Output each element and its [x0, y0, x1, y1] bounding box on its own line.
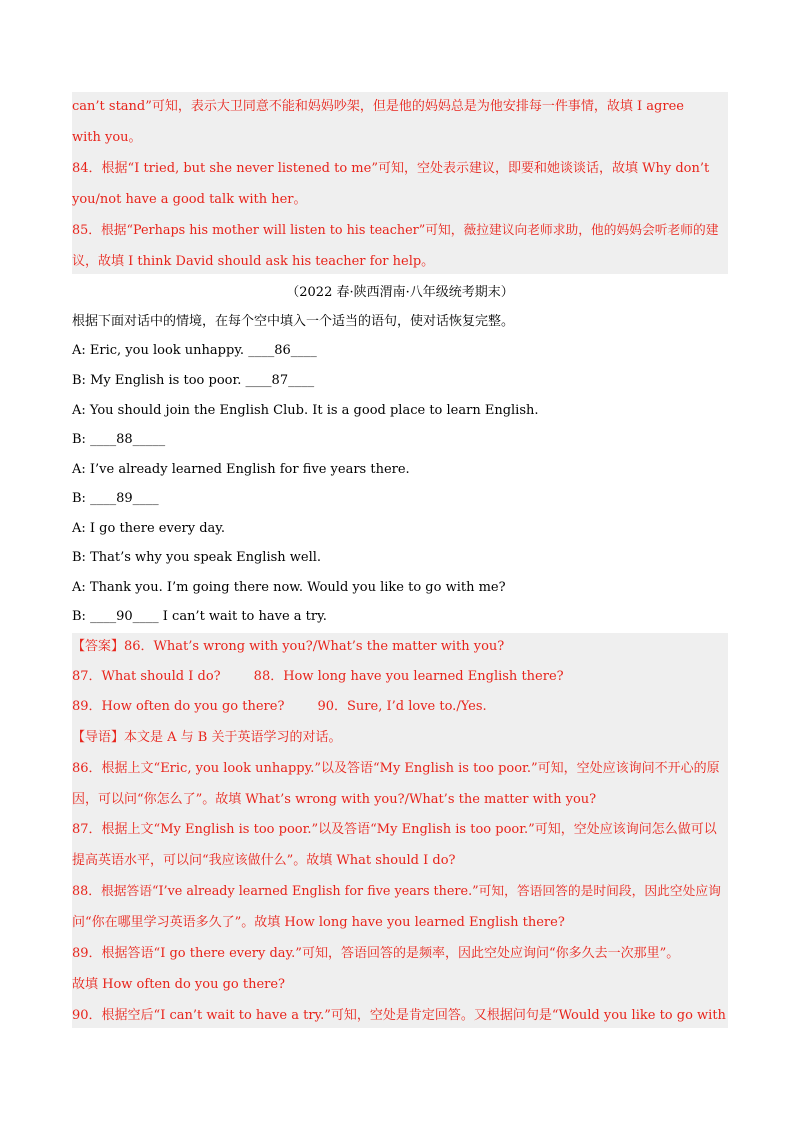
- answer-line-3: 89．How often do you go there? 90．Sure, I’d love to./Yes.: [72, 699, 487, 714]
- dialogue-text: I can’t wait to have a try.: [162, 609, 327, 624]
- dialogue-line-2: [72, 371, 728, 391]
- dialogue-line-4: [72, 430, 728, 450]
- dialogue-text: B:: [72, 491, 86, 506]
- guide-line-7: 问“你在哪里学习英语多久了”。故填 How long have you learned English there?: [72, 915, 565, 930]
- guide-line-4: 87．根据上文“My English is too poor.”以及答语“My English is too poor.”可知，空处应该询问怎么做可以: [72, 822, 717, 837]
- dialogue-line-9: A: Thank you. I’m going there now. Would you like to go with me?: [72, 580, 506, 595]
- question-source: （2022 春·陕西渭南·八年级统考期末）: [286, 285, 514, 300]
- guide-line-9: 故填 How often do you go there?: [72, 977, 286, 992]
- guide-line-3: 因，可以问“你怎么了”。故填 What’s wrong with you?/What’s the matter with you?: [72, 792, 597, 807]
- guide-line-2: 86．根据上文“Eric, you look unhappy.”以及答语“My English is too poor.”可知，空处应该询问不开心的原: [72, 761, 720, 776]
- dialogue-text: B:: [72, 432, 86, 447]
- explain-line-6: 议，故填 I think David should ask his teacher for help。: [72, 254, 435, 269]
- question-instruction: 根据下面对话中的情境，在每个空中填入一个适当的语句，使对话恢复完整。: [72, 314, 515, 329]
- answer-line-1: 【答案】86．What’s wrong with you?/What’s the matter with you?: [72, 639, 505, 654]
- guide-line-10: 90．根据空后“I can’t wait to have a try.”可知，空处是肯定回答。又根据问句是“Would you like to go with: [72, 1008, 726, 1023]
- blank-88: ____88_____: [90, 432, 166, 447]
- explain-line-4: you/not have a good talk with her。: [72, 192, 307, 207]
- answer-line-2: 87．What should I do? 88．How long have you learned English there?: [72, 669, 564, 684]
- dialogue-line-10: [72, 607, 728, 627]
- guide-line-1: 【导语】本文是 A 与 B 关于英语学习的对话。: [72, 730, 342, 745]
- explain-line-3: 84．根据“I tried, but she never listened to me”可知，空处表示建议，即要和她谈谈话，故填 Why don’t: [72, 161, 710, 176]
- explain-line-1: can’t stand”可知，表示大卫同意不能和妈妈吵架，但是他的妈妈总是为他安排每一件事情，故填 I agree: [72, 99, 684, 114]
- explain-line-2: with you。: [72, 130, 142, 145]
- blank-89: ____89____: [90, 491, 159, 506]
- dialogue-line-3: A: You should join the English Club. It is a good place to learn English.: [72, 403, 539, 418]
- dialogue-line-1: [72, 341, 728, 361]
- dialogue-line-5: A: I’ve already learned English for five years there.: [72, 462, 410, 477]
- explain-line-5: 85．根据“Perhaps his mother will listen to his teacher”可知，薇拉建议向老师求助，他的妈妈会听老师的建: [72, 223, 719, 238]
- explanation-shade-top: [72, 92, 728, 274]
- dialogue-text: A: Eric, you look unhappy.: [72, 343, 245, 358]
- blank-86: ____86____: [248, 343, 317, 358]
- guide-line-5: 提高英语水平，可以问“我应该做什么”。故填 What should I do?: [72, 853, 456, 868]
- guide-line-8: 89．根据答语“I go there every day.”可知，答语回答的是频率，因此空处应询问“你多久去一次那里”。: [72, 946, 680, 961]
- blank-87: ____87____: [245, 373, 315, 388]
- blank-90: ____90____: [90, 609, 159, 624]
- dialogue-text: B:: [72, 609, 86, 624]
- dialogue-line-8: B: That’s why you speak English well.: [72, 550, 322, 565]
- dialogue-text: B: My English is too poor.: [72, 373, 242, 388]
- dialogue-line-7: A: I go there every day.: [72, 521, 226, 536]
- guide-line-6: 88．根据答语“I’ve already learned English for five years there.”可知，答语回答的是时间段，因此空处应询: [72, 884, 721, 899]
- dialogue-line-6: [72, 489, 728, 509]
